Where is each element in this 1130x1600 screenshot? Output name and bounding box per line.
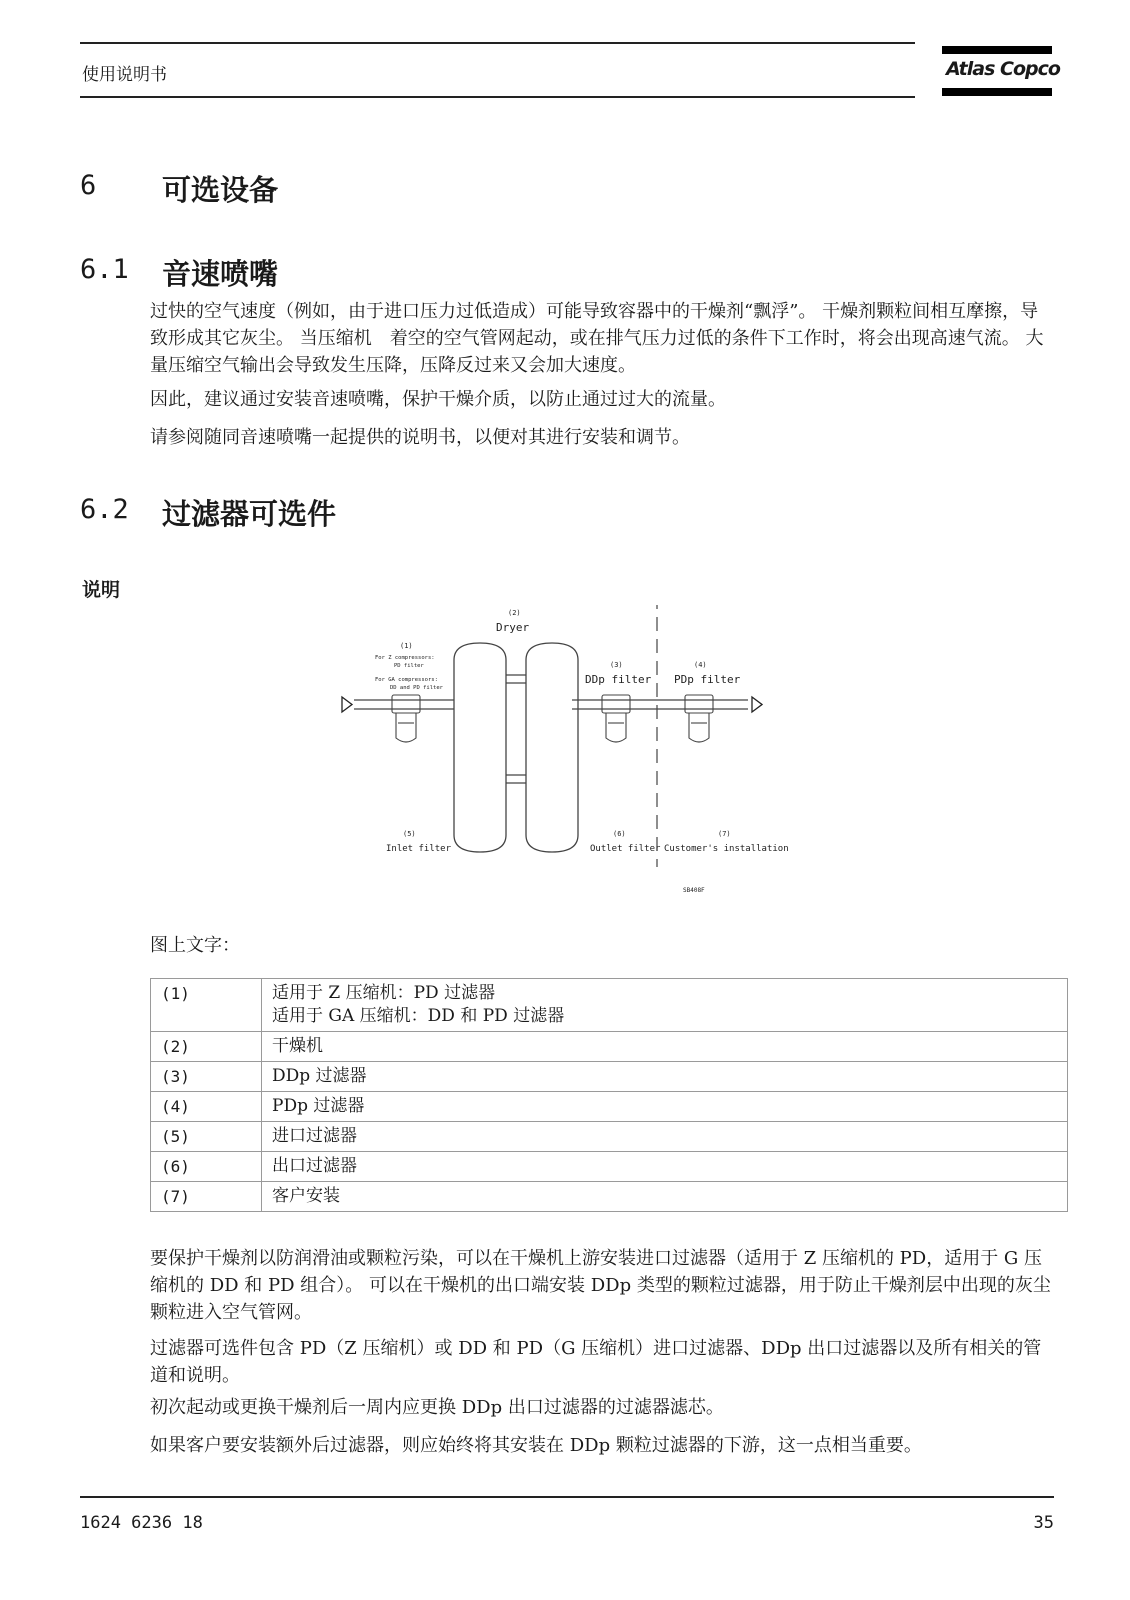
footer-rule (80, 1496, 1054, 1498)
label-dryer: Dryer (496, 621, 530, 634)
logo-text: Atlas Copco (946, 58, 1060, 80)
section-6-2-title: 过滤器可选件 (162, 497, 337, 531)
header-top-rule (80, 42, 915, 44)
section-6-number: 6 (80, 170, 97, 201)
section-6-1-title: 音速喷嘴 (162, 257, 279, 291)
legend-key: (5) (151, 1122, 262, 1152)
legend-key: (7) (151, 1182, 262, 1212)
page-number: 35 (1033, 1513, 1054, 1533)
label-ddp: DDp filter (585, 673, 652, 686)
label-n4: (4) (694, 661, 707, 669)
legend-key: (6) (151, 1152, 262, 1182)
label-customer: Customer's installation (664, 844, 789, 854)
document-number: 1624 6236 18 (80, 1513, 203, 1533)
legend-value: 进口过滤器 (262, 1122, 1068, 1152)
section-6-1-paragraph-3: 请参阅随同音速喷嘴一起提供的说明书，以便对其进行安装和调节。 (150, 427, 690, 448)
inlet-filter-icon (392, 695, 420, 742)
label-n3: (3) (610, 661, 623, 669)
legend-key: (1) (151, 979, 262, 1032)
legend-row (151, 1062, 1068, 1092)
legend-value: DDp 过滤器 (262, 1062, 1068, 1092)
air-pipe (354, 700, 748, 709)
legend-value-line: 适用于 GA 压缩机：DD 和 PD 过滤器 (272, 1006, 565, 1026)
legend-value (262, 979, 1068, 1032)
logo-top-bar (942, 46, 1052, 54)
filter-installation-diagram (340, 605, 790, 910)
legend-value: PDp 过滤器 (262, 1092, 1068, 1122)
diagram-labels (375, 609, 789, 894)
legend-row (151, 1122, 1068, 1152)
section-6-1-paragraph-2: 因此，建议通过安装音速喷嘴，保护干燥介质，以防止通过过大的流量。 (150, 389, 726, 410)
header-bottom-rule (80, 96, 915, 98)
legend-value: 出口过滤器 (262, 1152, 1068, 1182)
dryer-vessels (454, 643, 578, 852)
label-inlet: Inlet filter (386, 844, 452, 854)
legend-row (151, 1032, 1068, 1062)
legend-row (151, 1182, 1068, 1212)
closing-paragraph-3: 初次起动或更换干燥剂后一周内应更换 DDp 出口过滤器的过滤器滤芯。 (150, 1397, 724, 1418)
section-6-1-number: 6.1 (80, 254, 129, 285)
legend-caption: 图上文字： (150, 935, 240, 956)
legend-table (150, 978, 1068, 1212)
pdp-filter-icon (685, 695, 713, 742)
label-pdp: PDp filter (674, 673, 741, 686)
legend-row (151, 1092, 1068, 1122)
section-6-title: 可选设备 (162, 173, 279, 207)
logo-bottom-bar (942, 88, 1052, 96)
closing-paragraph-1: 要保护干燥剂以防润滑油或颗粒污染，可以在干燥机上游安装进口过滤器（适用于 Z 压缩机的 PD，适用于 G 压缩机的 DD 和 PD 组合）。 可以在干燥机的出口端安装 DDp 类型的颗粒过滤器，用于防止干燥剂层中出现的灰尘颗粒进入空气管网。 (150, 1248, 1051, 1323)
section-6-1-paragraph-1: 过快的空气速度（例如，由于进口压力过低造成）可能导致容器中的干燥剂“飘浮”。 干燥剂颗粒间相互摩擦，导致形成其它灰尘。 当压缩机 着空的空气管网起动，或在排气压力过低的条件下工作时，将会出现高速气流。 大量压缩空气输出会导致发生压降，压降反过来又会加大速度。 (150, 301, 1044, 376)
description-label: 说明 (82, 579, 121, 601)
legend-key: (3) (151, 1062, 262, 1092)
label-n1-line1: For Z compressors: (375, 655, 435, 661)
closing-paragraph-4: 如果客户要安装额外后过滤器，则应始终将其安装在 DDp 颗粒过滤器的下游，这一点相当重要。 (150, 1435, 922, 1456)
label-outlet: Outlet filter (590, 844, 661, 854)
label-n1-line3: For GA compressors: (375, 677, 438, 683)
label-n2: (2) (508, 609, 521, 617)
legend-row (151, 1152, 1068, 1182)
label-n1-line4: DD and PD filter (390, 685, 443, 691)
legend-value: 干燥机 (262, 1032, 1068, 1062)
header-title: 使用说明书 (82, 65, 167, 85)
label-n7: (7) (718, 830, 731, 838)
section-6-2-number: 6.2 (80, 494, 129, 525)
label-code: SB408F (683, 887, 705, 894)
atlas-copco-logo (942, 46, 1060, 98)
closing-paragraph-2: 过滤器可选件包含 PD（Z 压缩机）或 DD 和 PD（G 压缩机）进口过滤器、DDp 出口过滤器以及所有相关的管道和说明。 (150, 1338, 1042, 1386)
legend-key: (4) (151, 1092, 262, 1122)
legend-row (151, 979, 1068, 1032)
legend-value: 客户安装 (262, 1182, 1068, 1212)
label-n1: (1) (400, 642, 413, 650)
label-n1-line2: PD filter (394, 663, 424, 669)
legend-key: (2) (151, 1032, 262, 1062)
legend-value-line: 适用于 Z 压缩机：PD 过滤器 (272, 983, 496, 1003)
label-n6: (6) (613, 830, 626, 838)
inlet-arrow-icon (342, 697, 352, 712)
outlet-arrow-icon (752, 697, 762, 712)
ddp-filter-icon (602, 695, 630, 742)
label-n5: (5) (403, 830, 416, 838)
